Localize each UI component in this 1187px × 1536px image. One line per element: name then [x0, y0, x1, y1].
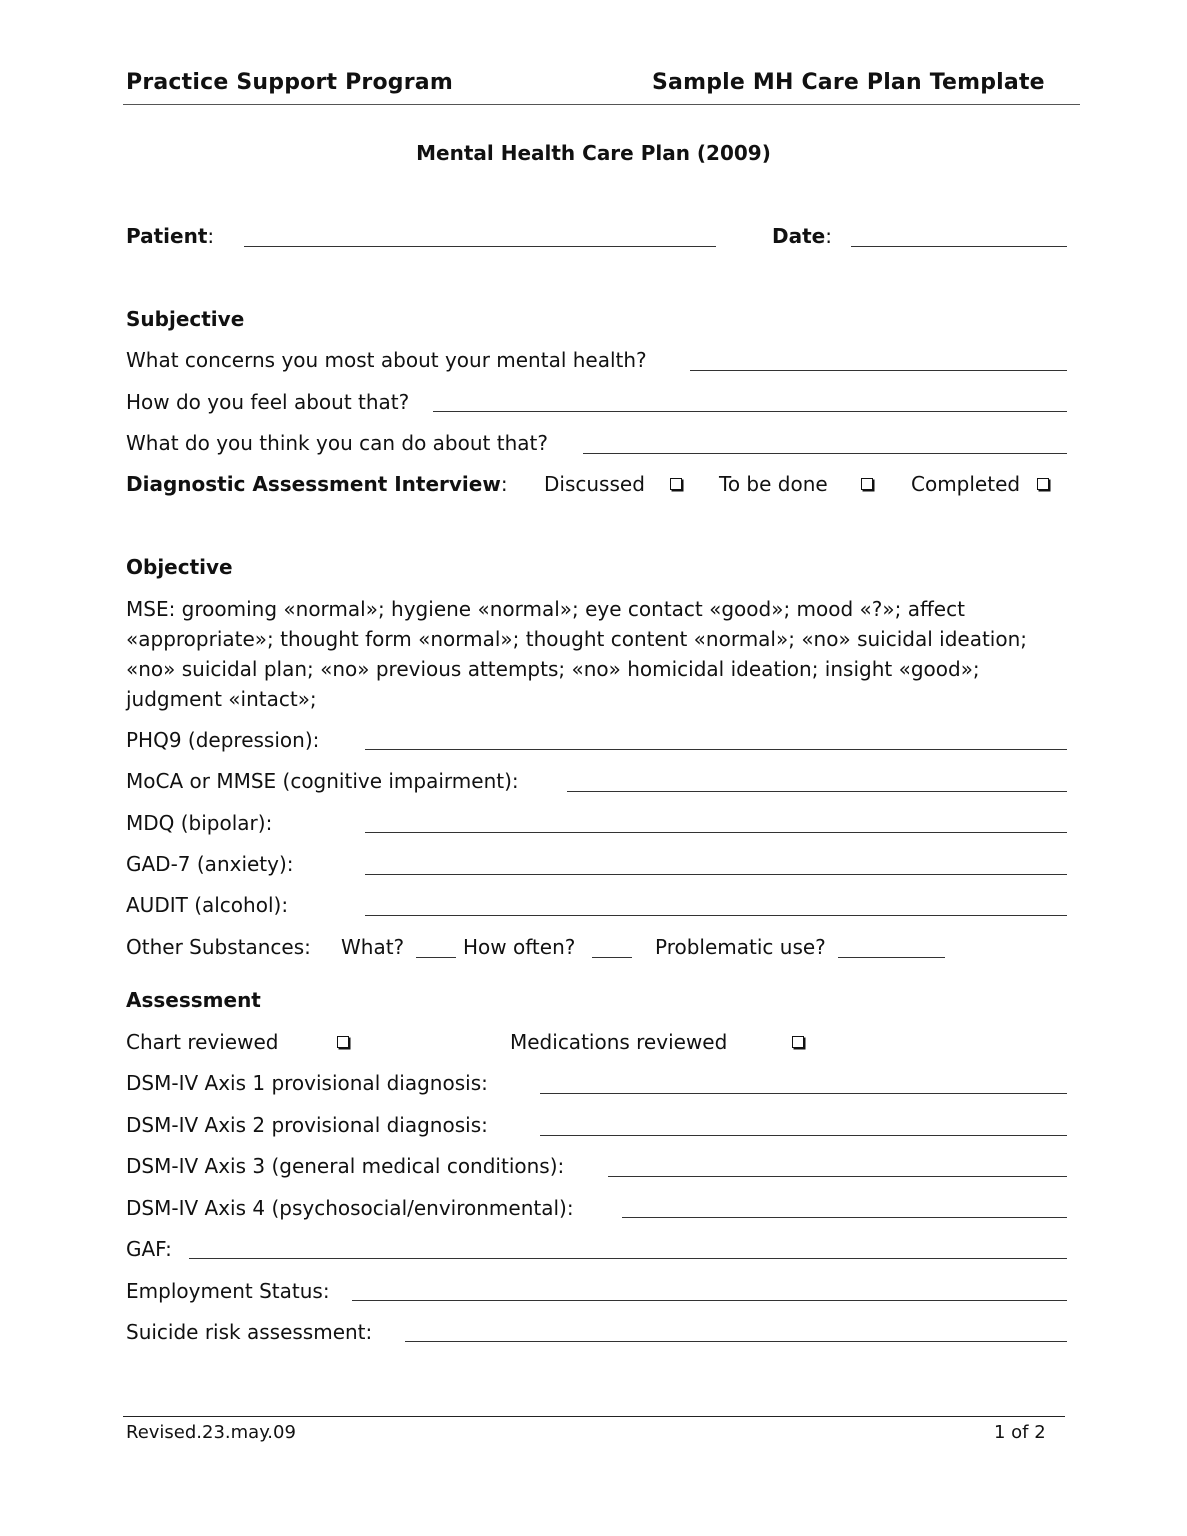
- header-rule: [123, 104, 1080, 105]
- diagnostic-assessment-row: [126, 472, 508, 496]
- checkbox-discussed-icon[interactable]: [670, 478, 682, 490]
- gad7-input[interactable]: [365, 874, 1067, 875]
- question-concerns: What concerns you most about your mental health?: [126, 348, 647, 372]
- checkbox-to-be-done-icon[interactable]: [861, 478, 873, 490]
- header-template-name: Sample MH Care Plan Template: [652, 70, 1045, 95]
- moca-input[interactable]: [567, 791, 1067, 792]
- mse-text: MSE: grooming «normal»; hygiene «normal»; eye contact «good»; mood «?»; affect «appropriate»; thought form «normal»; thought content «normal»; «no» suicidal ideation; «no» suicidal plan; «no» previous attempts; «no» homicidal ideation; insight «good»; judgment «intact»;: [126, 597, 1027, 711]
- patient-colon: :: [207, 224, 215, 248]
- chart-reviewed-label: Chart reviewed: [126, 1030, 279, 1054]
- substance-how-often-label: How often?: [463, 935, 576, 959]
- audit-input[interactable]: [365, 915, 1067, 916]
- do-input[interactable]: [583, 453, 1067, 454]
- moca-label: MoCA or MMSE (cognitive impairment):: [126, 769, 519, 793]
- checkbox-chart-reviewed-icon[interactable]: [337, 1036, 349, 1048]
- axis3-input[interactable]: [608, 1176, 1067, 1177]
- axis4-input[interactable]: [622, 1217, 1067, 1218]
- axis3-label: DSM-IV Axis 3 (general medical conditions):: [126, 1154, 565, 1178]
- mdq-input[interactable]: [365, 832, 1067, 833]
- employment-status-input[interactable]: [352, 1300, 1067, 1301]
- audit-label: AUDIT (alcohol):: [126, 893, 289, 917]
- substance-problematic-input[interactable]: [838, 957, 945, 958]
- checkbox-medications-reviewed-icon[interactable]: [792, 1036, 804, 1048]
- suicide-risk-label: Suicide risk assessment:: [126, 1320, 373, 1344]
- dai-option-to-be-done[interactable]: [719, 472, 828, 496]
- dai-option-completed[interactable]: [911, 472, 1020, 496]
- feel-input[interactable]: [433, 411, 1067, 412]
- checkbox-completed-icon[interactable]: [1037, 478, 1049, 490]
- axis4-label: DSM-IV Axis 4 (psychosocial/environmental):: [126, 1196, 574, 1220]
- axis1-label: DSM-IV Axis 1 provisional diagnosis:: [126, 1071, 488, 1095]
- employment-status-label: Employment Status:: [126, 1279, 330, 1303]
- gaf-input[interactable]: [189, 1258, 1067, 1259]
- patient-label: [126, 224, 214, 248]
- footer-rule: [123, 1416, 1065, 1417]
- date-colon: :: [825, 224, 832, 248]
- section-objective: Objective: [126, 555, 233, 579]
- gad7-label: GAD-7 (anxiety):: [126, 852, 294, 876]
- question-do: What do you think you can do about that?: [126, 431, 548, 455]
- suicide-risk-input[interactable]: [405, 1341, 1067, 1342]
- dai-to-be-done-label: To be done: [719, 472, 828, 496]
- question-feel: How do you feel about that?: [126, 390, 410, 414]
- header-program-name: Practice Support Program: [126, 70, 453, 95]
- medications-reviewed-label: Medications reviewed: [510, 1030, 728, 1054]
- gaf-label: GAF:: [126, 1237, 172, 1261]
- dai-label: Diagnostic Assessment Interview: [126, 472, 501, 496]
- phq9-label: PHQ9 (depression):: [126, 728, 320, 752]
- other-substances-label: Other Substances:: [126, 935, 311, 959]
- patient-label-text: Patient: [126, 224, 208, 248]
- dai-completed-label: Completed: [911, 472, 1021, 496]
- concerns-input[interactable]: [690, 370, 1067, 371]
- dai-discussed-label: Discussed: [544, 472, 645, 496]
- substance-what-input[interactable]: [416, 957, 456, 958]
- substance-problematic-label: Problematic use?: [655, 935, 826, 959]
- axis2-label: DSM-IV Axis 2 provisional diagnosis:: [126, 1113, 488, 1137]
- page-number: 1 of 2: [994, 1422, 1046, 1443]
- date-input[interactable]: [851, 246, 1067, 247]
- mdq-label: MDQ (bipolar):: [126, 811, 273, 835]
- substance-how-often-input[interactable]: [592, 957, 632, 958]
- section-assessment: Assessment: [126, 988, 261, 1012]
- substance-what-label: What?: [341, 935, 405, 959]
- section-subjective: Subjective: [126, 307, 245, 331]
- revision-date: Revised.23.may.09: [126, 1422, 296, 1443]
- page-title: Mental Health Care Plan (2009): [416, 141, 771, 165]
- date-label-text: Date: [772, 224, 826, 248]
- phq9-input[interactable]: [365, 749, 1067, 750]
- axis2-input[interactable]: [540, 1135, 1067, 1136]
- dai-option-discussed[interactable]: [544, 472, 645, 496]
- patient-input[interactable]: [244, 246, 716, 247]
- dai-colon: :: [500, 472, 508, 496]
- date-label: [772, 224, 832, 248]
- axis1-input[interactable]: [540, 1093, 1067, 1094]
